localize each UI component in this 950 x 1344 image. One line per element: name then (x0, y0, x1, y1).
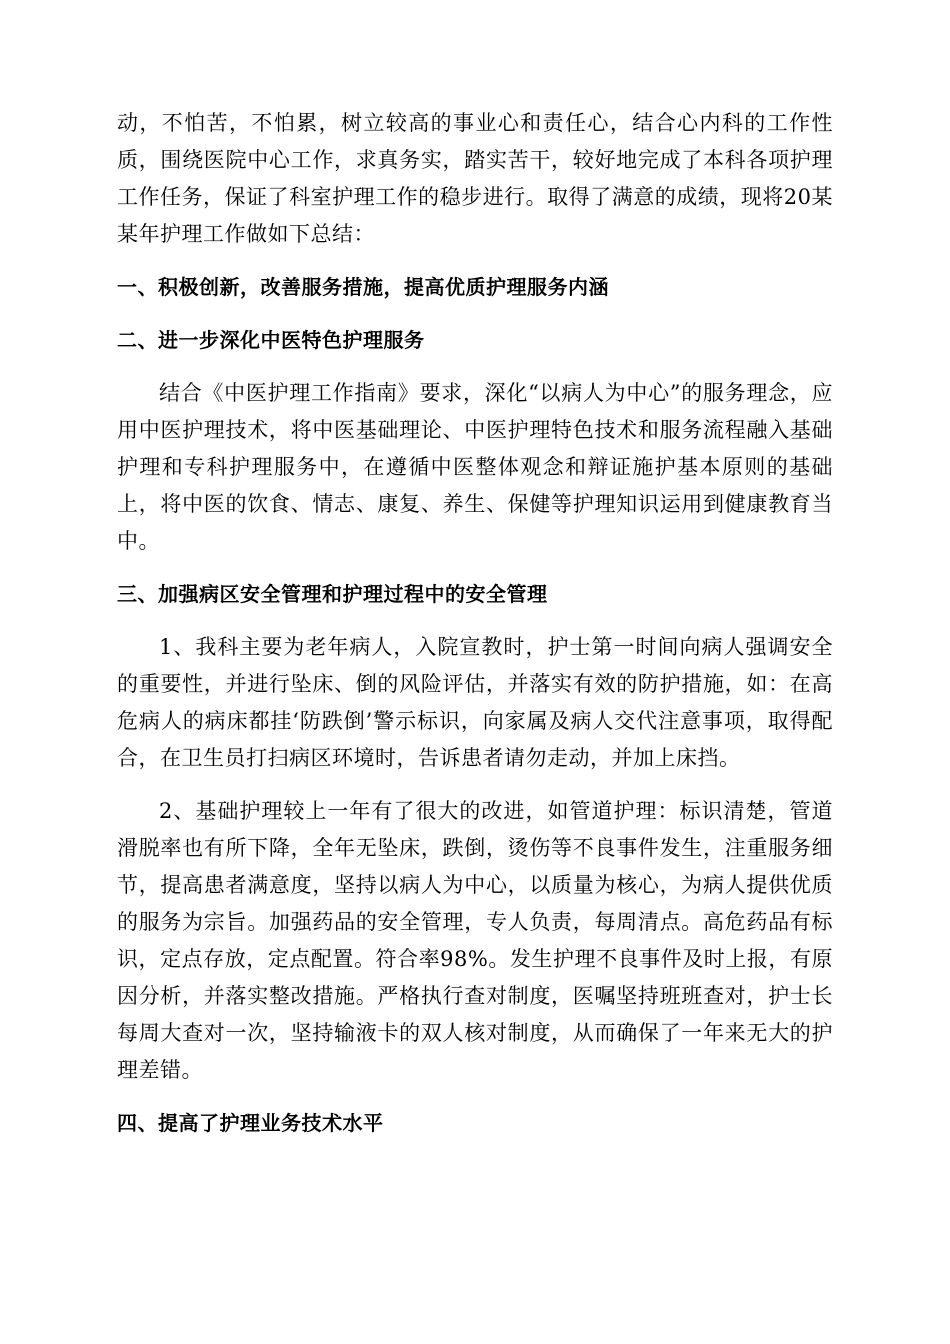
section-2-paragraph: 结合《中医护理工作指南》要求，深化“以病人为中心”的服务理念，应用中医护理技术，将中医基础理论、中医护理特色技术和服务流程融入基础护理和专科护理服务中，在遵循中医整体观念和辩证施护基本原则的基础上，将中医的饮食、情志、康复、养生、保健等护理知识运用到健康教育当中。 (117, 381, 833, 553)
section-heading-3: 三、加强病区安全管理和护理过程中的安全管理 (117, 582, 548, 606)
section-3-paragraph-2: 2、基础护理较上一年有了很大的改进，如管道护理：标识清楚，管道滑脱率也有所下降，全年无坠床，跌倒，烫伤等不良事件发生，注重服务细节，提高患者满意度，坚持以病人为中心，以质量为核心，为病人提供优质的服务为宗旨。加强药品的安全管理，专人负责，每周清点。高危药品有标识，定点存放，定点配置。符合率98%。发生护理不良事件及时上报，有原因分析，并落实整改措施。严格执行查对制度，医嘱坚持班班查对，护士长每周大查对一次，坚持输液卡的双人核对制度，从而确保了一年来无大的护理差错。 (117, 799, 833, 1082)
section-heading-2: 二、进一步深化中医特色护理服务 (117, 328, 425, 352)
section-heading-4: 四、提高了护理业务技术水平 (117, 1111, 384, 1135)
intro-paragraph: 动，不怕苦，不怕累，树立较高的事业心和责任心，结合心内科的工作性质，围绕医院中心工作，求真务实，踏实苦干，较好地完成了本科各项护理工作任务，保证了科室护理工作的稳步进行。取得了满意的成绩，现将20某某年护理工作做如下总结： (117, 111, 833, 246)
section-3-paragraph-1: 1、我科主要为老年病人，入院宣教时，护士第一时间向病人强调安全的重要性，并进行坠床、倒的风险评估，并落实有效的防护措施，如：在高危病人的病床都挂‘防跌倒’警示标识，向家属及病人交代注意事项，取得配合，在卫生员打扫病区环境时，告诉患者请勿走动，并加上床挡。 (117, 635, 833, 770)
section-heading-1: 一、积极创新，改善服务措施，提高优质护理服务内涵 (117, 275, 609, 299)
document-body (117, 105, 833, 1142)
